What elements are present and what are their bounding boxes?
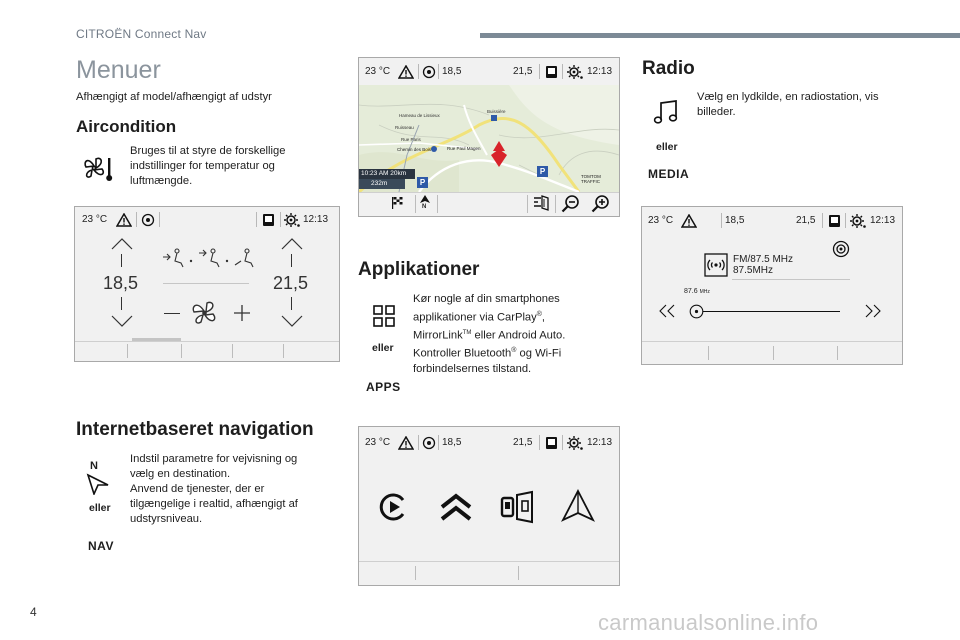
map-label-street-3: Ruisseau <box>395 125 414 130</box>
parking-icon: P <box>537 166 548 177</box>
status-time: 12:13 <box>870 215 896 226</box>
nav-or-text: eller <box>89 502 111 514</box>
page-number: 4 <box>30 605 37 619</box>
applications-title: Applikationer <box>358 259 480 280</box>
map-view[interactable] <box>359 85 619 192</box>
map-label-street-1: Rue Paul Magen <box>447 146 481 151</box>
climate-screen <box>74 206 340 362</box>
settings-gear-icon <box>566 435 584 451</box>
map-distance-banner: 232m <box>359 179 405 189</box>
status-time: 12:13 <box>587 437 613 448</box>
applications-screen <box>358 426 620 586</box>
settings-gear-icon <box>849 213 867 229</box>
frequency-slider-label: 87.6 MHz <box>684 288 710 295</box>
radio-description: Vælg en lydkilde, en radiostation, vis billeder. <box>697 91 879 118</box>
navigation-title: Internetbaseret navigation <box>76 419 314 440</box>
status-left-temp: 18,5 <box>442 66 462 77</box>
applications-description: Kør nogle af din smartphones applikationer via CarPlay®, MirrorLink™ eller Android Auto. Kontroller Bluetooth® og Wi-Fi forbindelsernes tilstand. <box>413 293 566 376</box>
media-button-label: MEDIA <box>648 167 690 181</box>
seek-back-button[interactable] <box>658 304 676 318</box>
compass-north-icon[interactable] <box>419 194 431 204</box>
right-temp-up-button[interactable] <box>281 238 303 250</box>
fan-thermometer-icon <box>82 152 114 184</box>
status-time: 12:13 <box>303 214 329 225</box>
status-right-temp: 21,5 <box>513 66 533 77</box>
location-icon <box>141 213 155 227</box>
destination-flag-icon[interactable] <box>391 196 405 210</box>
navigation-screen <box>358 57 620 217</box>
fan-decrease-button[interactable] <box>164 313 180 314</box>
settings-gear-icon <box>566 64 584 80</box>
warning-icon <box>398 65 414 79</box>
station-logo-icon <box>704 253 728 277</box>
map-eta-banner: 10:23 AM 20km <box>359 169 415 179</box>
frequency-slider-knob[interactable] <box>689 304 704 319</box>
music-note-icon <box>652 98 680 126</box>
seek-forward-button[interactable] <box>864 304 882 318</box>
nav-button-label: NAV <box>88 539 114 553</box>
left-temp-up-button[interactable] <box>111 238 133 250</box>
map-label-street-4: Rue Paris <box>401 137 421 142</box>
status-time: 12:13 <box>587 66 613 77</box>
status-right-temp: 21,5 <box>513 437 533 448</box>
status-left-temp: 18,5 <box>442 437 462 448</box>
parking-icon: P <box>417 177 428 188</box>
fan-icon <box>189 297 221 329</box>
radio-source-icon[interactable] <box>832 240 850 258</box>
apps-grid-icon <box>372 304 396 328</box>
apps-button-label: APPS <box>366 380 401 394</box>
map-label-street-2: Chemin des Bois <box>397 147 432 152</box>
menu-subtitle: Afhængigt af model/afhængigt af udstyr <box>76 91 272 103</box>
fan-increase-button[interactable] <box>233 304 251 322</box>
left-temp-down-button[interactable] <box>111 315 133 327</box>
settings-gear-icon <box>283 212 301 228</box>
status-left-temp: 18,5 <box>725 215 745 226</box>
android-auto-icon[interactable] <box>439 493 473 523</box>
radio-title: Radio <box>642 58 695 79</box>
location-icon <box>422 65 436 79</box>
status-temperature: 23 °C <box>365 437 391 448</box>
nav-compass-n: N <box>90 460 98 472</box>
phone-icon <box>544 436 559 450</box>
status-right-temp: 21,5 <box>796 215 816 226</box>
phone-icon <box>544 65 559 79</box>
status-temperature: 23 °C <box>648 215 674 226</box>
station-info: FM/87.5 MHz 87.5MHz <box>733 254 794 276</box>
watermark: carmanualsonline.info <box>598 610 819 635</box>
location-icon <box>422 436 436 450</box>
map-label-place-2: Buissière <box>487 109 506 114</box>
phone-icon <box>827 214 842 228</box>
carplay-icon[interactable] <box>377 491 409 523</box>
zoom-out-icon[interactable] <box>561 195 581 213</box>
status-temperature: 23 °C <box>82 214 108 225</box>
phone-icon <box>261 213 276 227</box>
map-label-place-1: Hameau de Lissieux <box>399 113 440 118</box>
right-temperature-value: 21,5 <box>273 273 309 293</box>
mirrorlink-icon[interactable] <box>499 489 535 525</box>
menu-title: Menuer <box>76 56 161 84</box>
connectivity-icon[interactable] <box>561 489 595 523</box>
document-brand-header: CITROËN Connect Nav <box>76 27 207 41</box>
compass-n-label: N <box>422 204 427 210</box>
map-view-mode-icon[interactable] <box>532 194 550 212</box>
navigation-arrow-icon <box>86 473 110 495</box>
status-temperature: 23 °C <box>365 66 391 77</box>
warning-icon <box>116 213 132 227</box>
radio-or-text: eller <box>656 141 678 153</box>
header-accent-bar <box>480 33 960 38</box>
navigation-description: Indstil parametre for vejvisning og vælg en destination. Anvend de tjenester, der er tilgængelige i realtid, afhængigt af udstyrsniveau. <box>130 453 298 525</box>
radio-screen <box>641 206 903 365</box>
aircondition-title: Aircondition <box>76 117 177 136</box>
right-temp-down-button[interactable] <box>281 315 303 327</box>
left-temperature-value: 18,5 <box>103 273 139 293</box>
airflow-mode-icons[interactable] <box>161 247 257 269</box>
zoom-in-icon[interactable] <box>591 195 611 213</box>
aircondition-description: Bruges til at styre de forskellige indstillinger for temperatur og luftmængde. <box>130 145 286 187</box>
warning-icon <box>398 436 414 450</box>
warning-icon <box>681 214 697 228</box>
frequency-slider-track[interactable] <box>690 311 840 312</box>
apps-or-text: eller <box>372 342 394 354</box>
tomtom-traffic-logo: TOMTOM TRAFFIC <box>581 174 601 184</box>
